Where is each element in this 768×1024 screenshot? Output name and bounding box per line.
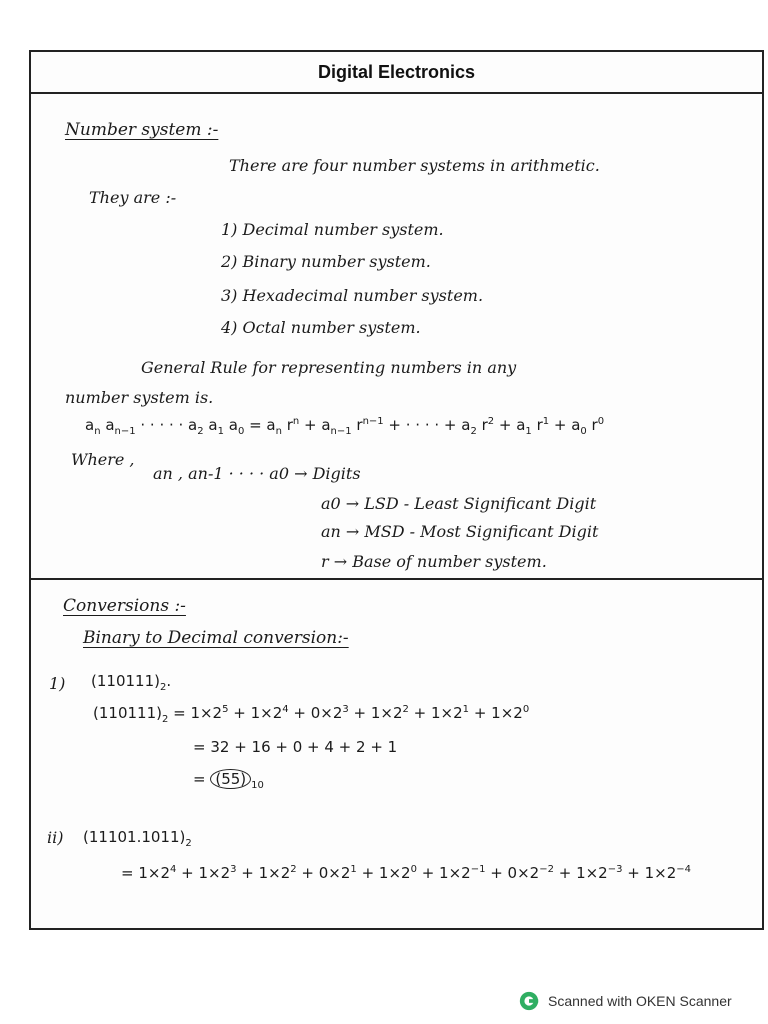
definition-item: r → Base of number system.: [321, 552, 547, 571]
intro-line-2: They are :-: [89, 188, 177, 207]
definition-item: a0 → LSD - Least Significant Digit: [321, 494, 597, 513]
number-system-heading: Number system :-: [65, 120, 219, 140]
list-item: 2) Binary number system.: [221, 252, 431, 271]
example-1-expansion: $(110111)_2 = 1\times 2^5 + 1\times 2^4 + 0\times 2^3 + 1\times 2^2 + 1\times 2^1 + 1\times 2^0$: [93, 704, 530, 725]
scanner-text: Scanned with OKEN Scanner: [548, 993, 732, 1009]
intro-line-1: There are four number systems in arithmetic.: [229, 156, 600, 175]
rule-line-2: number system is.: [65, 388, 214, 407]
list-item: 3) Hexadecimal number system.: [221, 286, 484, 305]
header-band: [31, 52, 762, 94]
definition-item: an , an-1 · · · · a0 → Digits: [153, 464, 361, 483]
example-1-label: 1): [49, 674, 66, 693]
page-frame: [29, 50, 764, 930]
where-label: Where ,: [71, 450, 135, 469]
example-2-label: ii): [47, 828, 64, 847]
example-1-result: = (55) $_{10}$: [193, 770, 264, 791]
list-item: 4) Octal number system.: [221, 318, 421, 337]
section-divider: [31, 578, 762, 580]
definition-item: an → MSD - Most Significant Digit: [321, 522, 599, 541]
scanner-watermark: [518, 990, 732, 1012]
page-title: Digital Electronics: [317, 61, 476, 82]
list-item: 1) Decimal number system.: [221, 220, 444, 239]
conversions-heading: Conversions :-: [63, 596, 186, 616]
rule-line-1: General Rule for representing numbers in any: [141, 358, 517, 377]
oken-scanner-icon: [518, 990, 540, 1012]
example-1-number: $(110111)_2$.: [91, 672, 172, 693]
example-1-sum: = 32 + 16 + 0 + 4 + 2 + 1: [193, 738, 398, 756]
binary-to-decimal-heading: Binary to Decimal conversion:-: [83, 628, 349, 648]
example-2-number: $(11101.1011)_2$: [83, 828, 192, 849]
example-2-expansion: = $1\times 2^4 + 1\times 2^3 + 1\times 2^2 + 0\times 2^1 + 1\times 2^0 + 1\times 2^{-1} + 0\times 2^{-2} + 1\times 2^{-3} + 1\times 2^{-4}$: [121, 864, 691, 882]
general-formula: $a_n$ $a_{n-1}$ · · · · · $a_2$ $a_1$ $a_0 = a_n$ $r^n + a_{n-1}$ $r^{n-1}$ + · · · · + $a_2$ $r^2 + a_1$ $r^1 + a_0$ $r^0$: [85, 416, 605, 437]
